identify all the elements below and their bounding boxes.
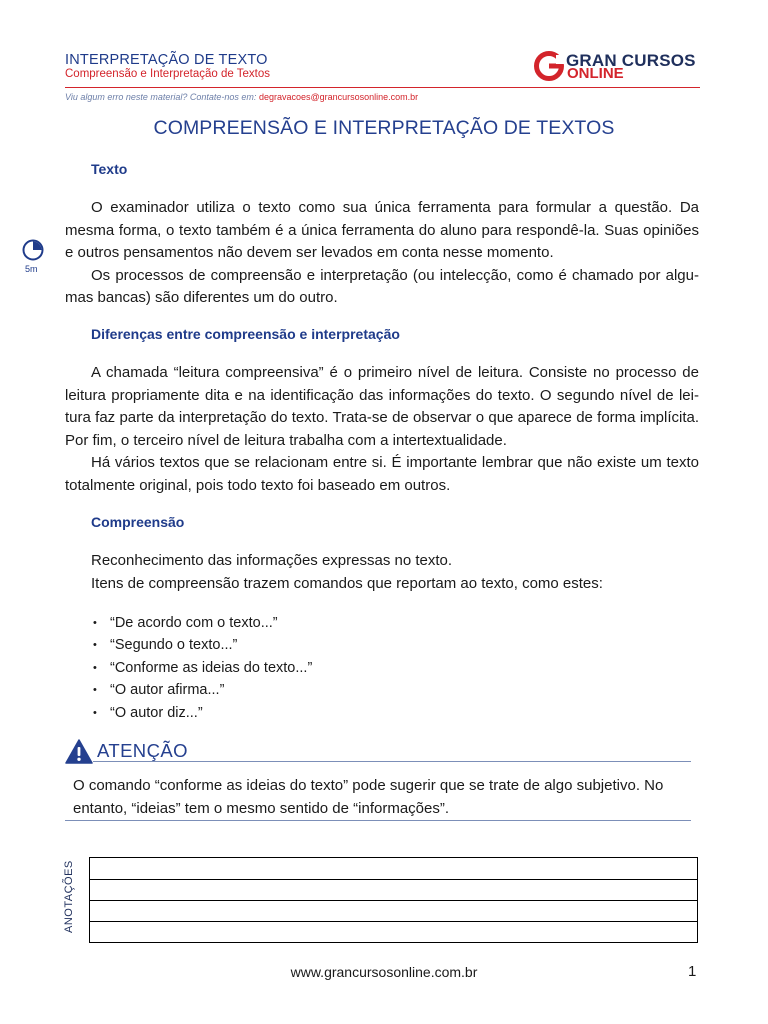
timer-label: 5m (25, 264, 38, 274)
warning-icon (65, 739, 93, 764)
section-body-texto (65, 197, 699, 310)
section-body-diferencas (65, 362, 699, 497)
annotation-line (90, 900, 697, 901)
section-body-compreensao (65, 550, 699, 595)
paragraph: Os processos de compreensão e interpretação (ou intelecção, como é chamado por algumas bancas) são diferentes um do outro. (65, 266, 699, 306)
section-heading-diferencas: Diferenças entre compreensão e interpretação (91, 326, 400, 342)
paragraph: Itens de compreensão trazem comandos que reportam ao texto, como estes: (91, 574, 603, 592)
logo-line1: GRAN CURSOS (566, 51, 696, 70)
annotations-label: ANOTAÇÕES (63, 860, 75, 933)
attention-text: O comando “conforme as ideias do texto” pode sugerir que se trate de algo subjetivo. No entanto, “ideias” tem o mesmo sentido de “informações”. (73, 777, 664, 817)
gran-cursos-logo[interactable] (533, 49, 703, 83)
timer-icon (22, 239, 44, 261)
logo-g-icon (533, 50, 565, 82)
page-number: 1 (688, 963, 697, 980)
paragraph: O examinador utiliza o texto como sua única ferramenta para formular a questão. Da mesma forma, o texto também é a única ferramenta do aluno para respondê-la. Suas opiniões e outros pensamentos não devem ser levados em conta nesse momento. (65, 199, 699, 261)
list-item: • “O autor diz...” (91, 702, 312, 724)
header-subtitle: Compreensão e Interpretação de Textos (65, 68, 270, 80)
footer-url-link[interactable]: www.grancursosonline.com.br (290, 964, 478, 980)
section-heading-texto: Texto (91, 161, 128, 177)
list-item: • “Segundo o texto...” (91, 634, 312, 656)
contact-prefix: Viu algum erro neste material? Contate-nos em: (65, 92, 259, 102)
list-item: • “Conforme as ideias do texto...” (91, 657, 312, 679)
list-item: • “De acordo com o texto...” (91, 612, 312, 634)
section-heading-compreensao: Compreensão (91, 514, 185, 530)
list-item: • “O autor afirma...” (91, 679, 312, 701)
header-divider (65, 87, 700, 88)
paragraph: A chamada “leitura compreensiva” é o primeiro nível de leitura. Consiste no processo de leitura propriamente dita e na identificação das informações do texto. O segundo nível de leitura faz parte da interpretação do texto. Trata-se de observar o que aparece de forma implícita. Por fim, o terceiro nível de leitura trabalha com a intertextualidade. (65, 364, 699, 449)
header-title: INTERPRETAÇÃO DE TEXTO (65, 52, 268, 68)
document-title: COMPREENSÃO E INTERPRETAÇÃO DE TEXTOS (153, 117, 615, 139)
attention-title: ATENÇÃO (97, 740, 188, 761)
example-commands-list (91, 612, 312, 724)
contact-line (65, 92, 418, 102)
attention-top-rule (93, 761, 691, 762)
contact-email-link[interactable]: degravacoes@grancursosonline.com.br (258, 92, 419, 102)
paragraph: Há vários textos que se relacionam entre si. É importante lembrar que não existe um texto totalmente original, pois todo texto foi baseado em outros. (65, 454, 699, 494)
paragraph: Reconhecimento das informações expressas no texto. (91, 552, 453, 569)
annotations-box[interactable] (89, 857, 698, 943)
attention-bottom-rule (65, 820, 691, 821)
annotation-line (90, 921, 697, 922)
logo-line2: ONLINE (567, 65, 624, 82)
annotation-line (90, 879, 697, 880)
